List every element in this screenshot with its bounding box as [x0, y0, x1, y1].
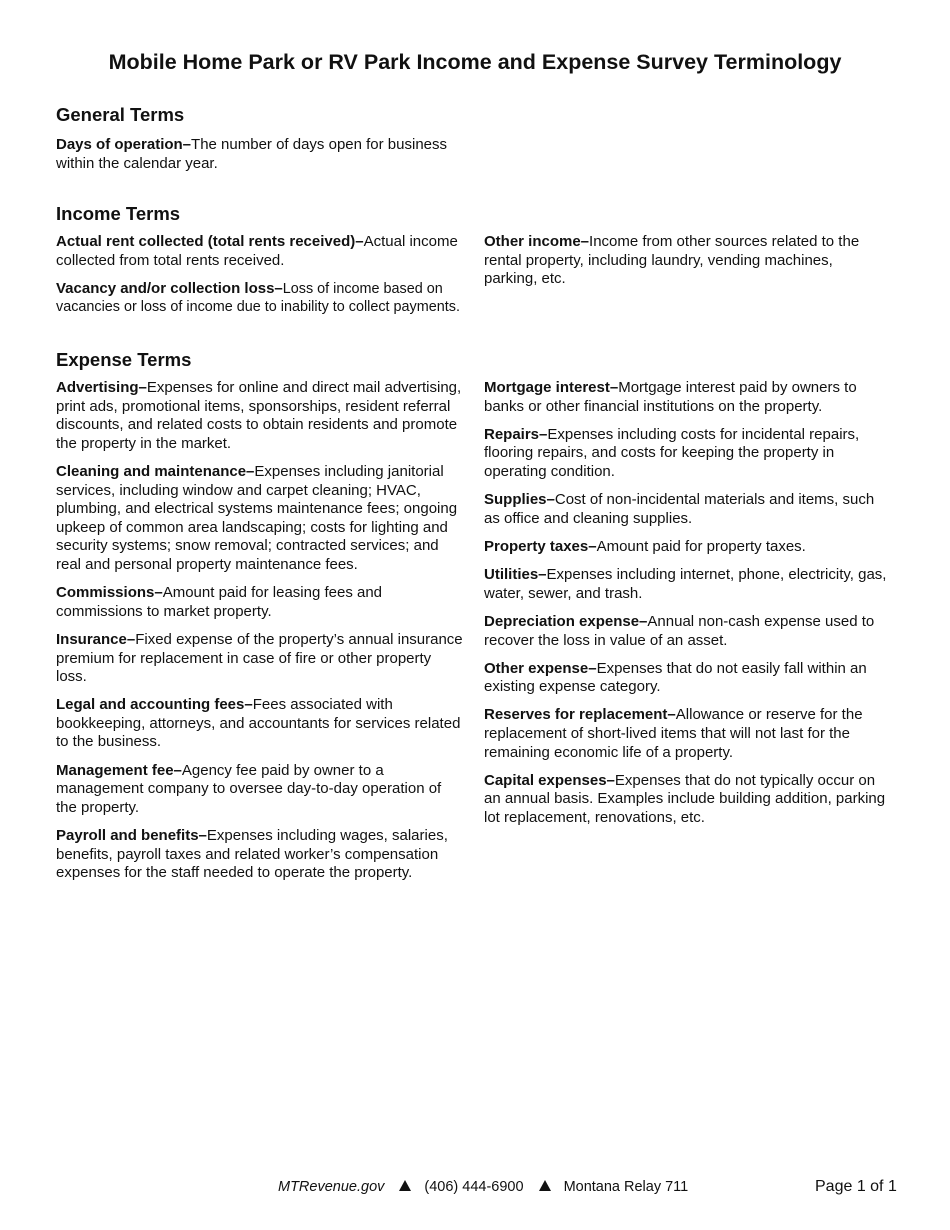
term-label: Days of operation– — [56, 136, 192, 153]
term-capital-expenses — [484, 772, 890, 828]
expense-terms-heading: Expense Terms — [56, 349, 192, 370]
term-management-fee — [56, 762, 466, 818]
term-label: Depreciation expense– — [484, 612, 648, 630]
term-description: Expenses for online and direct mail advertising, print ads, promotional items, sponsorships, resident referral discounts, and related costs to obtain residents and promote the property in the market. — [56, 379, 462, 452]
term-depreciation-expense — [484, 613, 890, 650]
term-other-expense — [484, 660, 890, 697]
footer-phone: (406) 444-6900 — [424, 1179, 524, 1195]
footer-relay: Montana Relay 711 — [563, 1179, 689, 1195]
term-payroll-and-benefits — [56, 827, 466, 883]
term-description: The number of days open for business within the calendar year. — [56, 136, 448, 172]
general-terms-heading: General Terms — [56, 104, 185, 125]
term-property-taxes — [484, 538, 890, 557]
term-description: Expenses including internet, phone, electricity, gas, water, sewer, and trash. — [484, 566, 887, 602]
term-insurance — [56, 631, 466, 687]
term-label: Repairs– — [484, 425, 548, 443]
term-description: Amount paid for leasing fees and commissions to market property. — [56, 584, 383, 620]
term-repairs — [484, 426, 890, 482]
term-label: Legal and accounting fees– — [56, 696, 253, 714]
income-terms-right-column — [484, 233, 884, 298]
term-label: Actual rent collected (total rents received)– — [56, 233, 364, 250]
term-other-income — [484, 233, 884, 289]
term-reserves-for-replacement — [484, 706, 890, 762]
income-terms-heading: Income Terms — [56, 203, 181, 224]
page-number: Page 1 of 1 — [815, 1178, 897, 1195]
term-label: Cleaning and maintenance– — [56, 462, 255, 480]
term-mortgage-interest — [484, 379, 890, 416]
term-label: Advertising– — [56, 379, 147, 396]
term-label: Vacancy and/or collection loss– — [56, 279, 283, 297]
term-description: Fixed expense of the property’s annual insurance premium for replacement in case of fire or other property loss. — [56, 630, 463, 686]
term-description: Actual income collected from total rents received. — [56, 233, 458, 269]
expense-terms-left-column — [56, 379, 466, 892]
term-label: Insurance– — [56, 630, 136, 648]
term-label: Supplies– — [484, 491, 555, 509]
term-description: Agency fee paid by owner to a management company to oversee day-to-day operation of the property. — [56, 761, 442, 816]
term-label: Capital expenses– — [484, 771, 615, 789]
term-description: Loss of income based on vacancies or loss of income due to inability to collect payments. — [56, 280, 460, 316]
term-description: Expenses including janitorial services, including window and carpet cleaning; HVAC, plumbing, and electrical systems maintenance fees; ongoing upkeep of common area landscaping; costs for lighting and security systems; snow removal; contracted services; and real and personal property maintenance fees. — [56, 462, 458, 573]
term-description: Cost of non-incidental materials and items, such as office and cleaning supplies. — [484, 491, 875, 527]
term-label: Property taxes– — [484, 537, 597, 555]
term-label: Utilities– — [484, 566, 547, 584]
term-vacancy-collection-loss — [56, 280, 466, 317]
term-label: Other income– — [484, 233, 590, 250]
general-terms-column — [56, 136, 466, 183]
triangle-up-icon — [399, 1180, 411, 1191]
term-description: Income from other sources related to the rental property, including laundry, vending machines, parking, etc. — [484, 233, 860, 288]
expense-terms-right-column — [484, 379, 890, 837]
term-label: Commissions– — [56, 584, 163, 602]
footer-contact — [278, 1179, 688, 1195]
term-utilities — [484, 566, 890, 603]
term-description: Annual non-cash expense used to recover the loss in value of an asset. — [484, 612, 875, 649]
term-days-of-operation — [56, 136, 466, 173]
income-terms-left-column — [56, 233, 466, 327]
term-legal-and-accounting-fees — [56, 696, 466, 752]
footer-website-link[interactable]: MTRevenue.gov — [278, 1179, 385, 1195]
term-label: Other expense– — [484, 659, 597, 677]
term-description: Fees associated with bookkeeping, attorneys, and accountants for services related to the business. — [56, 696, 461, 751]
term-label: Mortgage interest– — [484, 379, 619, 396]
triangle-up-icon — [539, 1180, 551, 1191]
term-description: Expenses that do not typically occur on an annual basis. Examples include building addition, parking lot replacement, renovations, etc. — [484, 771, 886, 827]
term-label: Management fee– — [56, 761, 182, 779]
term-advertising — [56, 379, 466, 453]
term-supplies — [484, 491, 890, 528]
term-description: Expenses including wages, salaries, benefits, payroll taxes and related worker’s compensation expenses for the staff needed to operate the property. — [56, 827, 448, 882]
term-description: Mortgage interest paid by owners to banks or other financial institutions on the property. — [484, 379, 857, 415]
term-description: Expenses that do not easily fall within an existing expense category. — [484, 659, 867, 696]
page-title: Mobile Home Park or RV Park Income and Expense Survey Terminology — [108, 50, 842, 74]
term-label: Payroll and benefits– — [56, 827, 207, 845]
term-cleaning-and-maintenance — [56, 463, 466, 575]
term-actual-rent-collected — [56, 233, 466, 270]
term-commissions — [56, 584, 466, 621]
term-label: Reserves for replacement– — [484, 706, 676, 724]
term-description: Allowance or reserve for the replacement of short-lived items that will not last for the remaining economic life of a property. — [484, 706, 863, 761]
term-description: Expenses including costs for incidental repairs, flooring repairs, and costs for keeping the property in operating condition. — [484, 425, 860, 480]
term-description: Amount paid for property taxes. — [596, 537, 806, 555]
